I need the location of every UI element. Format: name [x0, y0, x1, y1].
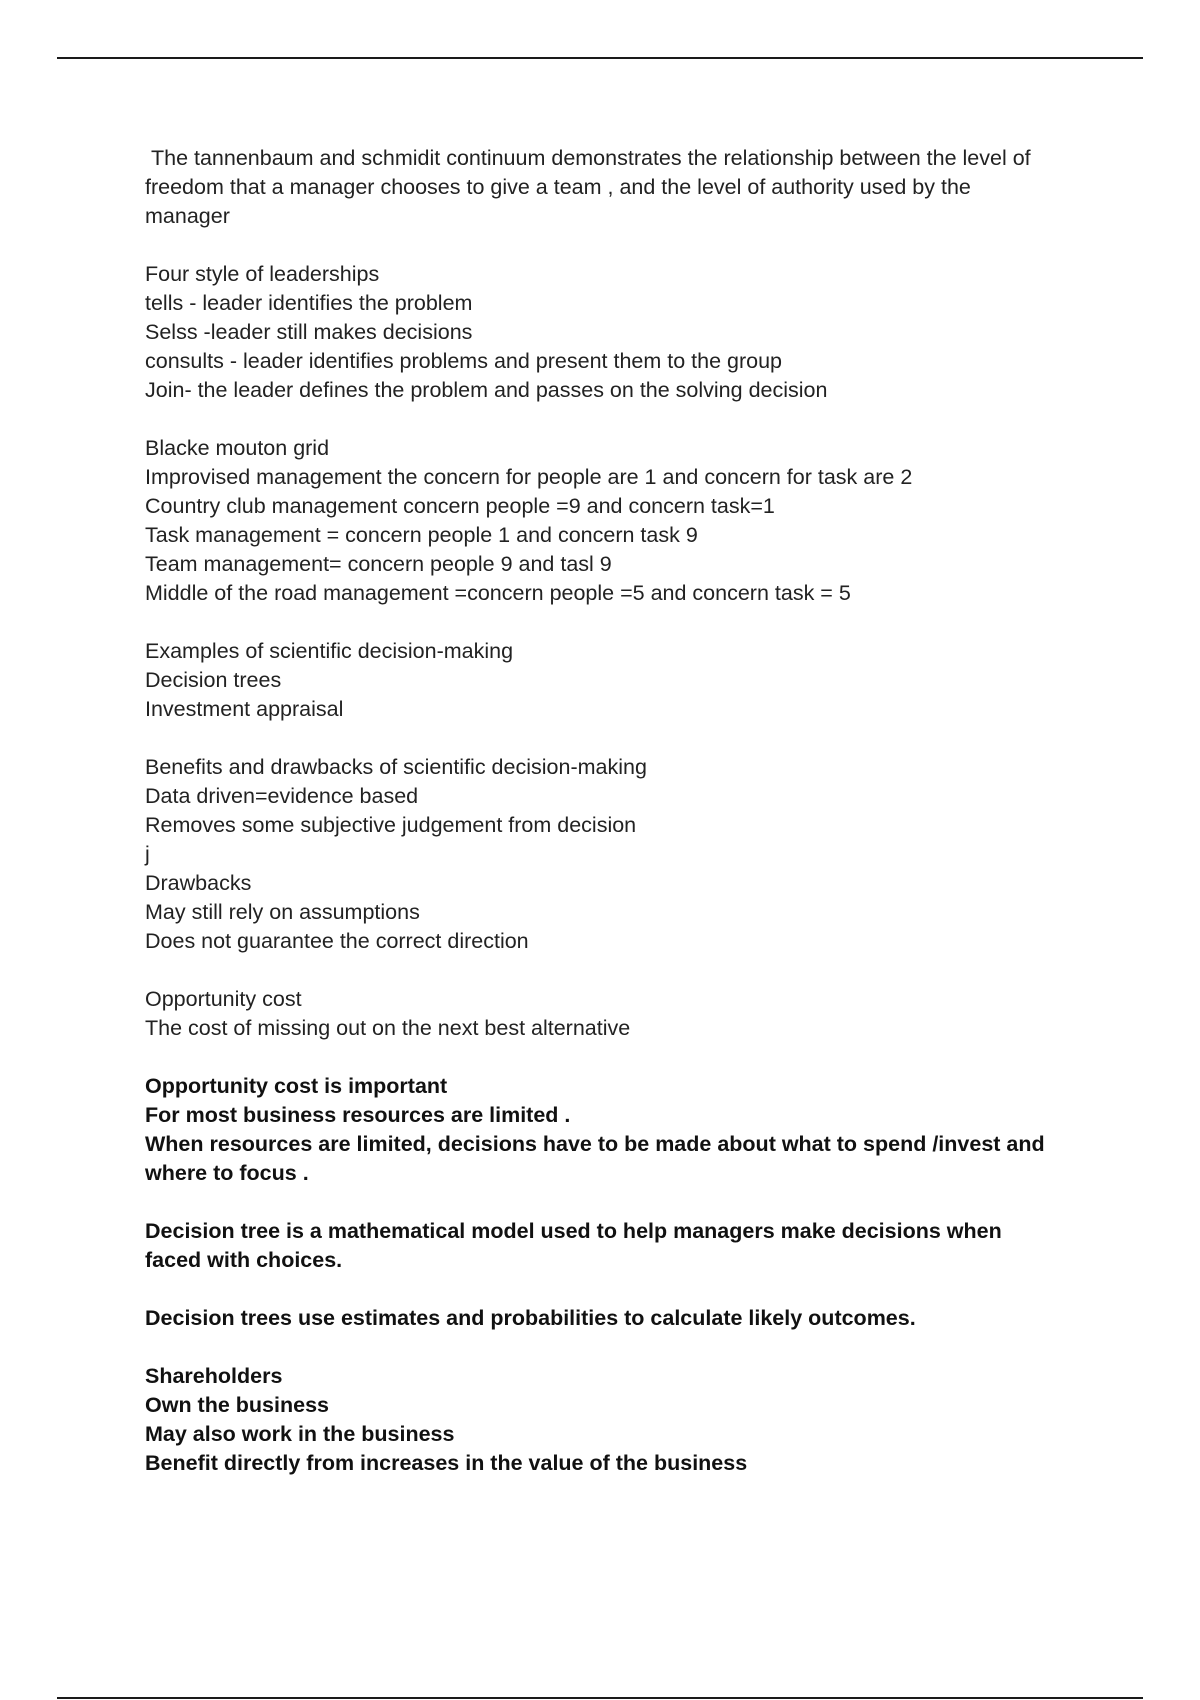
decision-tree-use	[145, 1304, 1045, 1333]
intro-text: The tannenbaum and schmidit continuum demonstrates the relationship between the level of freedom that a manager chooses to give a team , and the level of authority used by the manager	[145, 146, 1037, 228]
scientific-examples-section	[145, 637, 1045, 724]
leadership-style-item: tells - leader identifies the problem	[145, 291, 473, 315]
leadership-style-item: Join- the leader defines the problem and passes on the solving decision	[145, 378, 828, 402]
drawback-item: Does not guarantee the correct direction	[145, 929, 529, 953]
header-rule	[57, 57, 1143, 59]
benefit-item: Data driven=evidence based	[145, 784, 419, 808]
opportunity-importance-heading: Opportunity cost is important	[145, 1074, 448, 1098]
shareholders-line: Benefit directly from increases in the value of the business	[145, 1451, 748, 1475]
benefit-item: j	[145, 842, 150, 866]
grid-heading: Blacke mouton grid	[145, 436, 330, 460]
drawbacks-subheading: Drawbacks	[145, 871, 252, 895]
shareholders-heading: Shareholders	[145, 1364, 283, 1388]
opportunity-cost-section	[145, 985, 1045, 1043]
intro-paragraph	[145, 144, 1045, 231]
scientific-example-item: Decision trees	[145, 668, 282, 692]
leadership-styles-heading: Four style of leaderships	[145, 262, 380, 286]
leadership-styles-section	[145, 260, 1045, 405]
benefits-section	[145, 753, 1045, 956]
opportunity-cost-heading: Opportunity cost	[145, 987, 302, 1011]
shareholders-section	[145, 1362, 1045, 1478]
opportunity-cost-definition: The cost of missing out on the next best alternative	[145, 1016, 631, 1040]
benefits-heading: Benefits and drawbacks of scientific decision-making	[145, 755, 647, 779]
shareholders-line: May also work in the business	[145, 1422, 455, 1446]
footer-rule	[57, 1697, 1143, 1699]
decision-tree-use-text: Decision trees use estimates and probabilities to calculate likely outcomes.	[145, 1306, 916, 1330]
grid-item: Middle of the road management =concern people =5 and concern task = 5	[145, 581, 851, 605]
decision-tree-definition-text: Decision tree is a mathematical model used to help managers make decisions when faced with choices.	[145, 1219, 1008, 1272]
leadership-style-item: consults - leader identifies problems and present them to the group	[145, 349, 783, 373]
grid-section	[145, 434, 1045, 608]
shareholders-line: Own the business	[145, 1393, 329, 1417]
grid-item: Task management = concern people 1 and concern task 9	[145, 523, 698, 547]
grid-item: Team management= concern people 9 and tasl 9	[145, 552, 612, 576]
leadership-style-item: Selss -leader still makes decisions	[145, 320, 473, 344]
drawback-item: May still rely on assumptions	[145, 900, 420, 924]
grid-item: Country club management concern people =9 and concern task=1	[145, 494, 775, 518]
benefit-item: Removes some subjective judgement from decision	[145, 813, 637, 837]
decision-tree-definition	[145, 1217, 1045, 1275]
scientific-examples-heading: Examples of scientific decision-making	[145, 639, 514, 663]
opportunity-importance-line: When resources are limited, decisions have to be made about what to spend /invest and where to focus .	[145, 1132, 1051, 1185]
document-body	[145, 144, 1051, 1507]
scientific-example-item: Investment appraisal	[145, 697, 344, 721]
opportunity-importance-section	[145, 1072, 1051, 1188]
opportunity-importance-line: For most business resources are limited .	[145, 1103, 571, 1127]
grid-item: Improvised management the concern for people are 1 and concern for task are 2	[145, 465, 913, 489]
